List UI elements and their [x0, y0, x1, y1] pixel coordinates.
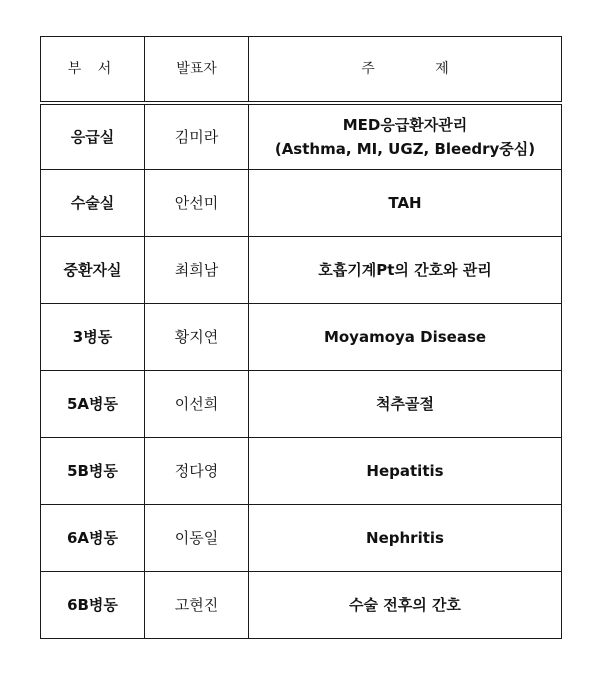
header-presenter: 발표자 — [145, 37, 249, 104]
schedule-body — [41, 103, 562, 639]
department-cell: 중환자실 — [41, 237, 145, 304]
presenter-cell: 안선미 — [145, 170, 249, 237]
topic-cell: 척추골절 — [249, 371, 562, 438]
presenter-cell: 황지연 — [145, 304, 249, 371]
table-row — [41, 371, 562, 438]
header-department: 부 서 — [41, 37, 145, 104]
table-row — [41, 438, 562, 505]
topic-cell: 호흡기계Pt의 간호와 관리 — [249, 237, 562, 304]
topic-cell: TAH — [249, 170, 562, 237]
department-cell: 6B병동 — [41, 572, 145, 639]
department-cell: 수술실 — [41, 170, 145, 237]
presenter-cell: 고현진 — [145, 572, 249, 639]
table-row — [41, 505, 562, 572]
header-row — [41, 37, 562, 104]
department-cell: 5A병동 — [41, 371, 145, 438]
topic-cell: Nephritis — [249, 505, 562, 572]
topic-cell — [249, 103, 562, 170]
presenter-cell: 이선희 — [145, 371, 249, 438]
department-cell: 6A병동 — [41, 505, 145, 572]
department-cell: 응급실 — [41, 103, 145, 170]
topic-line: (Asthma, MI, UGZ, Bleedry중심) — [274, 140, 536, 158]
topic-cell: Moyamoya Disease — [249, 304, 562, 371]
topic-line: MED응급환자관리 — [342, 116, 468, 134]
table-row — [41, 103, 562, 170]
table-row — [41, 237, 562, 304]
topic-cell: 수술 전후의 간호 — [249, 572, 562, 639]
topic-cell: Hepatitis — [249, 438, 562, 505]
presenter-cell: 이동일 — [145, 505, 249, 572]
presentation-schedule-table — [40, 36, 562, 639]
presenter-cell: 김미라 — [145, 103, 249, 170]
department-cell: 5B병동 — [41, 438, 145, 505]
table-row — [41, 304, 562, 371]
table-row — [41, 572, 562, 639]
presenter-cell: 최희남 — [145, 237, 249, 304]
header-topic: 주 제 — [249, 37, 562, 104]
department-cell: 3병동 — [41, 304, 145, 371]
presenter-cell: 정다영 — [145, 438, 249, 505]
table-row — [41, 170, 562, 237]
